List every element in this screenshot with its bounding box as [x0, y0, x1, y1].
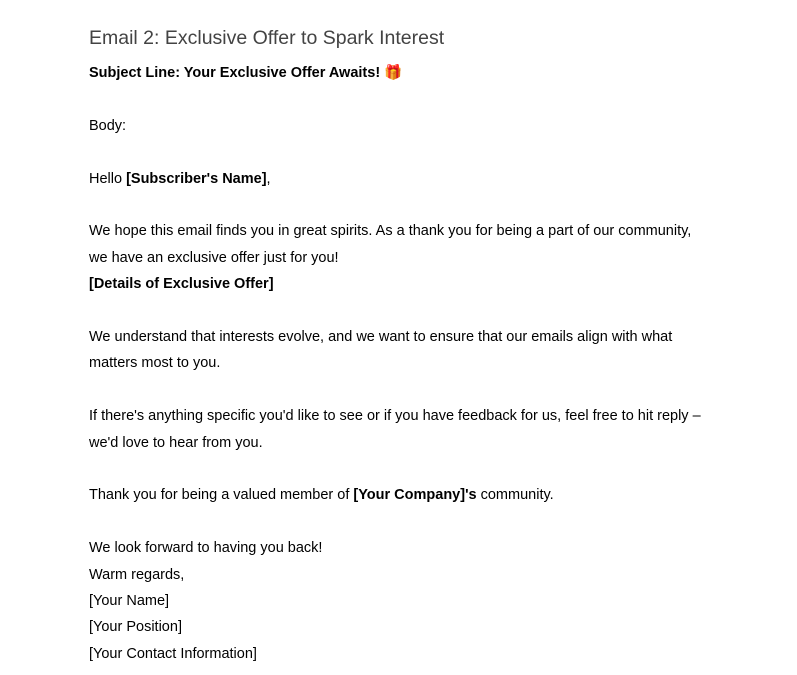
company-placeholder: [Your Company]'s [353, 487, 477, 504]
email-heading: Email 2: Exclusive Offer to Spark Interest [89, 27, 445, 49]
greeting [89, 166, 719, 192]
subject-text: Subject Line: Your Exclusive Offer Awaits! [89, 65, 381, 81]
paragraph-1-line-1: We hope this email finds you in great spirits. As a thank you for being a part of our community, [89, 223, 692, 240]
thanks-suffix: community. [476, 487, 554, 504]
paragraph-2-line-1: We understand that interests evolve, and we want to ensure that our emails align with what [89, 329, 673, 345]
spacer [89, 139, 719, 165]
signoff: Warm regards, [89, 566, 185, 583]
thanks-prefix: Thank you for being a valued member of [89, 487, 354, 504]
paragraph-1-line-2: we have an exclusive offer just for you! [89, 249, 339, 266]
signature-contact: [Your Contact Information] [89, 645, 257, 662]
subject-line [89, 60, 719, 86]
spacer [89, 298, 719, 324]
greeting-suffix: , [266, 170, 271, 187]
paragraph-3-line-1: If there's anything specific you'd like to see or if you have feedback for us, feel free to hit reply – [89, 408, 701, 425]
email-document [89, 24, 719, 667]
offer-details-placeholder: [Details of Exclusive Offer] [89, 276, 274, 293]
spacer [89, 86, 719, 112]
spacer [89, 509, 719, 535]
paragraph-3-line-2: we'd love to hear from you. [89, 434, 263, 451]
subscriber-name-placeholder: [Subscriber's Name] [126, 170, 267, 187]
thanks-paragraph [89, 482, 719, 508]
spacer [89, 456, 719, 482]
spacer [89, 377, 719, 403]
signature-position: [Your Position] [89, 619, 182, 636]
body-label: Body: [89, 117, 127, 134]
spacer [89, 192, 719, 218]
greeting-prefix: Hello [89, 170, 127, 187]
signature-name: [Your Name] [89, 593, 170, 610]
paragraph-2-line-2: matters most to you. [89, 355, 221, 372]
gift-icon: 🎁 [384, 65, 403, 81]
closing-line: We look forward to having you back! [89, 540, 323, 557]
